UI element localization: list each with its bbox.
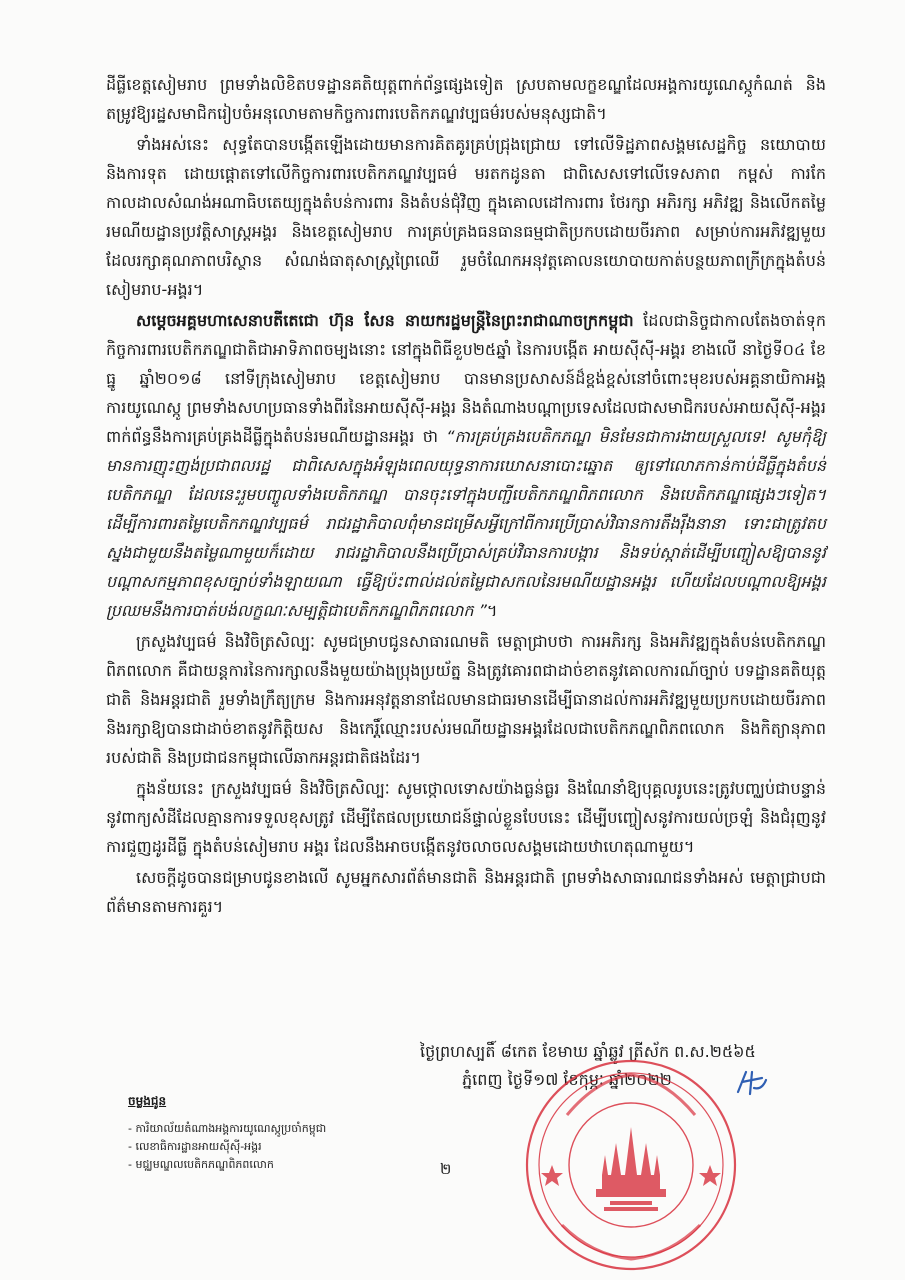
document-body bbox=[106, 70, 826, 923]
paragraph-text: ក្រសួងវប្បធម៌ និងវិចិត្រសិល្បៈ សូមជម្រាបជូនសាធារណមតិ មេត្តាជ្រាបថា ការអភិរក្ស និងអភិវឌ្ឍក្នុងតំបន់បេតិកភណ្ឌពិភពលោក គឺជាយន្តការនៃការក្សាលនឹងមួយយ៉ាងប្រុងប្រយ័ត្ន និងត្រូវគោរពជាដាច់ខាតនូវគោលការណ៍ច្បាប់ បទដ្ឋានគតិយុត្តជាតិ និងអន្តរជាតិ រួមទាំងក្រឹត្យក្រម និងការអនុវត្តនានាដែលមានជាធរមានដើម្បីធានាដល់ការអភិវឌ្ឍមួយប្រកបដោយចីរភាព និងរក្សាឱ្យបានជាដាច់ខាតនូវកិត្តិយស និងកេរ្តិ៍ឈ្មោះរបស់រមណីយដ្ឋានអង្គរដែលជាបេតិកភណ្ឌពិភពលោក និងកិត្យានុភាពរបស់ជាតិ និងប្រជាជនកម្ពុជាលើឆាកអន្តរជាតិផងដែរ។ bbox=[106, 632, 826, 767]
cc-title: ចម្លងជូន bbox=[128, 1094, 167, 1108]
quoted-speech: “ការគ្រប់គ្រងបេតិកភណ្ឌ មិនមែនជាការងាយស្រួលទេ! សូមកុំឱ្យមានការញុះញង់ប្រជាពលរដ្ឋ ជាពិសេសក្នុងអំឡុងពេលយុទ្ធនាការឃោសនាបោះឆ្នោត ឲ្យទៅលោភកាន់កាប់ដីធ្លីក្នុងតំបន់បេតិកភណ្ឌ ដែលនេះរួមបញ្ចូលទាំងបេតិកភណ្ឌ បានចុះទៅក្នុងបញ្ជីបេតិកភណ្ឌពិភពលោក និងបេតិកភណ្ឌផ្សេងៗទៀត។ ដើម្បីការពារតម្លៃបេតិកភណ្ឌវប្បធម៌ រាជរដ្ឋាភិបាលពុំមានជម្រើសអ្វីក្រៅពីការប្រើប្រាស់វិធានការតឹងរ៉ឹងនានា ទោះជាត្រូវតបស្នងជាមួយនឹងតម្លៃណាមួយក៏ដោយ រាជរដ្ឋាភិបាលនឹងប្រើប្រាស់គ្រប់វិធានការបង្ការ និងទប់ស្កាត់ដើម្បីបញ្ចៀសឱ្យបាននូវបណ្តាសកម្មភាពខុសច្បាប់ទាំងឡាយណា ធ្វើឱ្យប៉ះពាល់ដល់តម្លៃជាសកលនៃរមណីយដ្ឋានអង្គរ ហើយដែលបណ្តាលឱ្យអង្គរប្រឈមនឹងការបាត់បង់លក្ខណៈសម្បត្តិជាបេតិកភណ្ឌពិភពលោក ” bbox=[106, 427, 826, 620]
body-paragraph bbox=[106, 863, 826, 921]
body-paragraph bbox=[106, 130, 826, 304]
paragraph-text: សេចក្តីដូចបានជម្រាបជូនខាងលើ សូមអ្នកសារព័ត៌មានជាតិ និងអន្តរជាតិ ព្រមទាំងសាធារណជនទាំងអស់ មេត្តាជ្រាបជាព័ត៌មានតាមការគួរ។ bbox=[106, 868, 826, 916]
body-paragraph bbox=[106, 627, 826, 772]
body-paragraph bbox=[106, 70, 826, 128]
date-line-lunar: ថ្ងៃព្រហស្បតិ៍ ៨កេត ខែមាឃ ឆ្នាំឆ្លូវ ត្រីស័ក ព.ស.២៥៦៥ bbox=[420, 1042, 756, 1061]
emphasized-name: សម្តេចអគ្គមហាសេនាបតីតេជោ ហ៊ុន សែន នាយករដ្ឋមន្ត្រីនៃព្រះរាជាណាចក្រកម្ពុជា bbox=[136, 311, 634, 330]
paragraph-text: ទាំងអស់នេះ សុទ្ធតែបានបង្កើតឡើងដោយមានការគិតគូរគ្រប់ជ្រុងជ្រោយ ទៅលើទិដ្ឋភាពសង្គមសេដ្ឋកិច្ច នយោបាយ និងការទុត ដោយផ្តោតទៅលើកិច្ចការពារបេតិកភណ្ឌវប្បធម៌ មរតកដូនតា ជាពិសេសទៅលើទេសភាព កម្ពស់ ការកែកាលដាលសំណង់អណាធិបតេយ្យក្នុងតំបន់ការពារ និងតំបន់ជុំវិញ ក្នុងគោលដៅការពារ ថែរក្សា អភិរក្ស អភិវឌ្ឍ និងលើកតម្លៃរមណីយដ្ឋានប្រវត្តិសាស្ត្រអង្គរ និងខេត្តសៀមរាប ការគ្រប់គ្រងធនធានធម្មជាតិប្រកបដោយចីរភាព សម្រាប់ការអភិវឌ្ឍមួយដែលរក្សាគុណភាពបរិស្ថាន សំណង់ធាតុសាស្ត្រព្រៃឈើ រួមចំណែកអនុវត្តគោលនយោបាយកាត់បន្ថយភាពក្រីក្រក្នុងតំបន់សៀមរាប-អង្គរ។ bbox=[106, 135, 826, 299]
official-seal bbox=[512, 1055, 750, 1275]
cc-item: - មជ្ឈមណ្ឌលបេតិកភណ្ឌពិភពលោក bbox=[128, 1158, 274, 1171]
paragraph-text: ។ bbox=[486, 601, 498, 620]
cc-item: - លេខាធិការដ្ឋានអាយស៊ីស៊ី-អង្គរ bbox=[128, 1140, 262, 1153]
paragraph-text: ដែលជានិច្ចជាកាលតែងចាត់ទុកកិច្ចការពារបេតិកភណ្ឌជាតិជាអាទិភាពចម្បងនោះ នៅក្នុងពិធីខួប២៥ឆ្នាំ នៃការបង្កើត អាយស៊ីស៊ី-អង្គរ ខាងលើ នាថ្ងៃទី០៤ ខែធ្នូ ឆ្នាំ២០១៨ នៅទីក្រុងសៀមរាប ខេត្តសៀមរាប បានមានប្រសាសន៍ដ៏ខ្ពង់ខ្ពស់នៅចំពោះមុខរបស់អគ្គនាយិកាអង្គការយូណេស្កូ ព្រមទាំងសហប្រធានទាំងពីរនៃអាយស៊ីស៊ី-អង្គរ និងតំណាងបណ្តាប្រទេសដែលជាសមាជិករបស់អាយស៊ីស៊ី-អង្គរ ពាក់ព័ន្ធនឹងការគ្រប់គ្រងដីធ្លីក្នុងតំបន់រមណីយដ្ឋានអង្គរ ថា bbox=[106, 311, 826, 446]
page-number: ២ bbox=[440, 1160, 452, 1178]
cc-list bbox=[128, 1092, 326, 1174]
paragraph-text: ដីធ្លីខេត្តសៀមរាប ព្រមទាំងលិខិតបទដ្ឋានគតិយុត្តពាក់ព័ន្ធផ្សេងទៀត ស្របតាមលក្ខខណ្ឌដែលអង្គការយូណេស្កូកំណត់ និងតម្រូវឱ្យរដ្ឋសមាជិករៀបចំអនុលោមតាមកិច្ចការពារបេតិកភណ្ឌវប្បធម៌របស់មនុស្សជាតិ។ bbox=[106, 75, 826, 123]
body-paragraph bbox=[106, 306, 826, 625]
signature-mark bbox=[732, 1068, 772, 1098]
cc-item: - ការិយាល័យតំណាងអង្គការយូណេស្កូប្រចាំកម្ពុជា bbox=[128, 1122, 327, 1135]
date-line-place: ភ្នំពេញ ថ្ងៃទី១៧ ខែកុម្ភៈ ឆ្នាំ២០២២ bbox=[462, 1070, 672, 1089]
body-paragraph bbox=[106, 774, 826, 861]
paragraph-text: ក្នុងន័យនេះ ក្រសួងវប្បធម៌ និងវិចិត្រសិល្បៈ សូមថ្កោលទោសយ៉ាងធ្ងន់ធ្ងរ និងណែនាំឱ្យបុគ្គលរូបនេះត្រូវបញ្ឈប់ជាបន្ទាន់ នូវពាក្យសំដីដែលគ្មានការទទួលខុសត្រូវ ដើម្បីតែផលប្រយោជន៍ផ្ទាល់ខ្លួនបែបនេះ ដើម្បីបញ្ចៀសនូវការយល់ច្រឡំ និងជំរុញនូវការជួញដូរដីធ្លី ក្នុងតំបន់សៀមរាប អង្គរ ដែលនឹងអាចបង្កើតនូវចលាចលសង្គមដោយឋាហេតុណាមួយ។ bbox=[106, 779, 826, 856]
